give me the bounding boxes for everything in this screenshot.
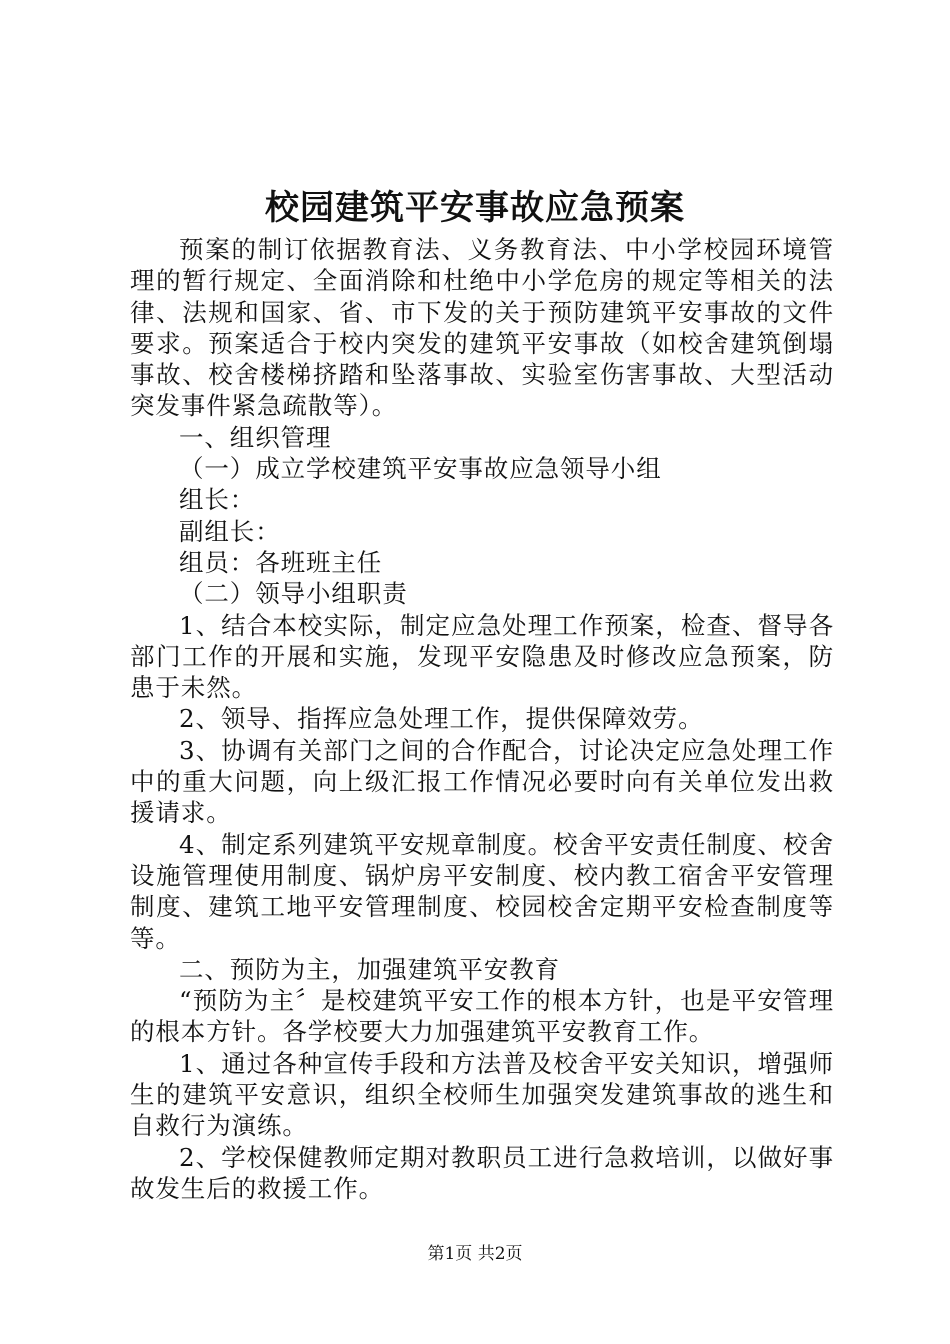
subsection-heading-duties: （二）领导小组职责 [179,579,408,609]
prevention-item-1: 1、通过各种宣传手段和方法普及校舍平安关知识，增强师生的建筑平安意识，组织全校师生加强突发建筑事故的逃生和自救行为演练。 [130,1048,834,1141]
prevention-item-2: 2、学校保健教师定期对教职员工进行急救培训，以做好事故发生后的救援工作。 [130,1142,834,1203]
duty-item-3: 3、协调有关部门之间的合作配合，讨论决定应急处理工作中的重大问题，向上级汇报工作情况必要时向有关单位发出救援请求。 [130,735,834,828]
leader-line: 组长： [179,485,256,515]
duty-item-2: 2、领导、指挥应急处理工作，提供保障效劳。 [179,704,704,734]
duty-item-4: 4、制定系列建筑平安规章制度。校舍平安责任制度、校舍设施管理使用制度、锅炉房平安制度、校内教工宿舍平安管理制度、建筑工地平安管理制度、校园校舍定期平安检查制度等等。 [130,829,834,953]
paragraph-intro: 预案的制订依据教育法、义务教育法、中小学校园环境管理的暂行规定、全面消除和杜绝中小学危房的规定等相关的法律、法规和国家、省、市下发的关于预防建筑平安事故的文件要求。预案适合于校内突发的建筑平安事故（如校舍建筑倒塌事故、校舍楼梯挤踏和坠落事故、实验室伤害事故、大型活动突发事件紧急疏散等）。 [130,235,834,421]
document-body [130,234,834,1204]
deputy-leader-line: 副组长： [179,516,281,546]
document-title: 校园建筑平安事故应急预案 [265,188,685,228]
subsection-heading-leadership-group: （一）成立学校建筑平安事故应急领导小组 [179,454,662,484]
paragraph-prevention-principle: “预防为主〞是校建筑平安工作的根本方针，也是平安管理的根本方针。各学校要大力加强建筑平安教育工作。 [130,986,834,1047]
duty-item-1: 1、结合本校实际，制定应急处理工作预案，检查、督导各部门工作的开展和实施，发现平安隐患及时修改应急预案，防患于未然。 [130,610,834,703]
section-heading-organization: 一、组织管理 [179,422,332,452]
page-footer: 第1页 共2页 [427,1244,523,1264]
section-heading-prevention: 二、预防为主，加强建筑平安教育 [179,954,560,984]
members-line: 组员：各班班主任 [179,547,383,577]
